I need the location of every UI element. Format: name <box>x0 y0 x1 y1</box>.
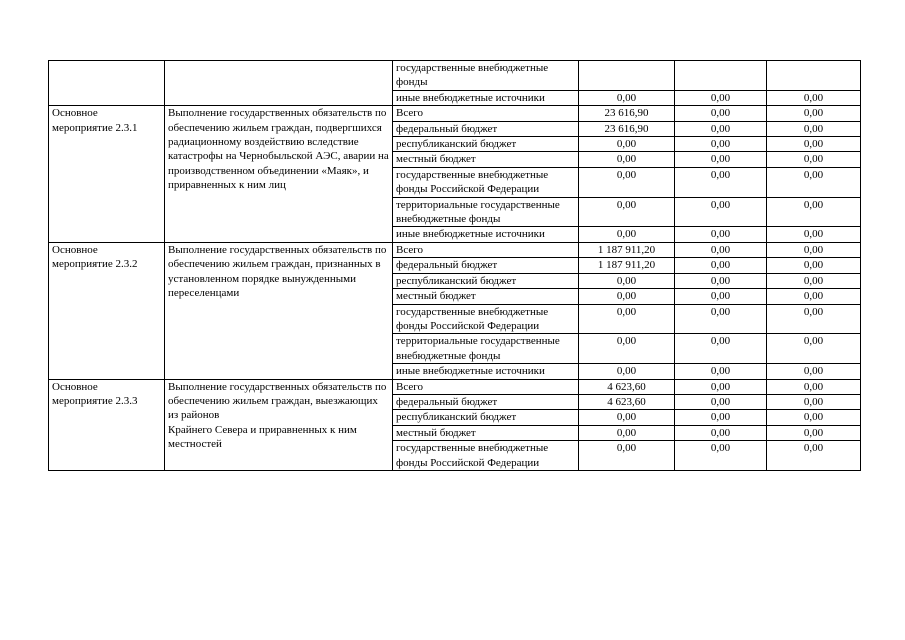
funding-source-cell: государственные внебюджетные фонды <box>393 61 579 91</box>
amount-cell-2: 0,00 <box>675 289 767 304</box>
measure-name-cell: Основное мероприятие 2.3.2 <box>49 242 165 379</box>
measure-name-cell: Основное мероприятие 2.3.1 <box>49 106 165 243</box>
amount-cell-3: 0,00 <box>767 394 861 409</box>
amount-cell-2: 0,00 <box>675 121 767 136</box>
amount-cell-1: 0,00 <box>579 273 675 288</box>
amount-cell-2: 0,00 <box>675 273 767 288</box>
amount-cell-1: 0,00 <box>579 167 675 197</box>
measure-description-cell: Выполнение государственных обязательств по обеспечению жильем граждан, выезжающих из районов Крайнего Севера и приравненных к ним местностей <box>165 379 393 470</box>
amount-cell-2: 0,00 <box>675 106 767 121</box>
amount-cell-1: 1 187 911,20 <box>579 242 675 257</box>
amount-cell-1: 4 623,60 <box>579 394 675 409</box>
amount-cell-1: 0,00 <box>579 197 675 227</box>
amount-cell-2: 0,00 <box>675 441 767 471</box>
amount-cell-3: 0,00 <box>767 289 861 304</box>
amount-cell-2: 0,00 <box>675 304 767 334</box>
amount-cell-1: 0,00 <box>579 334 675 364</box>
amount-cell-2: 0,00 <box>675 242 767 257</box>
funding-source-cell: федеральный бюджет <box>393 394 579 409</box>
amount-cell-3: 0,00 <box>767 304 861 334</box>
amount-cell-2: 0,00 <box>675 364 767 379</box>
measure-description-cell: Выполнение государственных обязательств по обеспечению жильем граждан, признанных в установленном порядке вынужденными переселенцами <box>165 242 393 379</box>
amount-cell-1: 0,00 <box>579 289 675 304</box>
amount-cell-3: 0,00 <box>767 364 861 379</box>
table-body <box>49 61 861 471</box>
amount-cell-1: 0,00 <box>579 364 675 379</box>
funding-source-cell: иные внебюджетные источники <box>393 227 579 242</box>
funding-source-cell: государственные внебюджетные фонды Российской Федерации <box>393 304 579 334</box>
amount-cell-1: 23 616,90 <box>579 106 675 121</box>
funding-source-cell: местный бюджет <box>393 425 579 440</box>
amount-cell-2: 0,00 <box>675 90 767 105</box>
amount-cell-2: 0,00 <box>675 394 767 409</box>
funding-source-cell: Всего <box>393 379 579 394</box>
measure-description-cell: Выполнение государственных обязательств по обеспечению жильем граждан, подвергшихся радиационному воздействию вследствие катастрофы на Чернобыльской АЭС, аварии на производственном объединении «Маяк», и приравненных к ним лиц <box>165 106 393 243</box>
measure-description-cell <box>165 61 393 106</box>
amount-cell-1: 4 623,60 <box>579 379 675 394</box>
amount-cell-3: 0,00 <box>767 197 861 227</box>
amount-cell-1: 0,00 <box>579 410 675 425</box>
funding-source-cell: местный бюджет <box>393 152 579 167</box>
amount-cell-3: 0,00 <box>767 137 861 152</box>
funding-source-cell: федеральный бюджет <box>393 258 579 273</box>
amount-cell-2: 0,00 <box>675 167 767 197</box>
amount-cell-1: 0,00 <box>579 304 675 334</box>
amount-cell-2: 0,00 <box>675 137 767 152</box>
amount-cell-2 <box>675 61 767 91</box>
amount-cell-3: 0,00 <box>767 152 861 167</box>
financing-table <box>48 60 861 471</box>
amount-cell-3: 0,00 <box>767 273 861 288</box>
amount-cell-3: 0,00 <box>767 441 861 471</box>
funding-source-cell: территориальные государственные внебюджетные фонды <box>393 197 579 227</box>
amount-cell-1: 0,00 <box>579 152 675 167</box>
amount-cell-2: 0,00 <box>675 425 767 440</box>
funding-source-cell: местный бюджет <box>393 289 579 304</box>
amount-cell-3: 0,00 <box>767 379 861 394</box>
amount-cell-3: 0,00 <box>767 242 861 257</box>
funding-source-cell: государственные внебюджетные фонды Российской Федерации <box>393 441 579 471</box>
funding-source-cell: государственные внебюджетные фонды Российской Федерации <box>393 167 579 197</box>
amount-cell-3: 0,00 <box>767 410 861 425</box>
amount-cell-1: 0,00 <box>579 137 675 152</box>
amount-cell-3: 0,00 <box>767 121 861 136</box>
amount-cell-1: 23 616,90 <box>579 121 675 136</box>
amount-cell-1: 0,00 <box>579 425 675 440</box>
table-row <box>49 379 861 394</box>
amount-cell-3 <box>767 61 861 91</box>
funding-source-cell: иные внебюджетные источники <box>393 364 579 379</box>
amount-cell-2: 0,00 <box>675 197 767 227</box>
amount-cell-2: 0,00 <box>675 379 767 394</box>
measure-name-cell: Основное мероприятие 2.3.3 <box>49 379 165 470</box>
funding-source-cell: Всего <box>393 242 579 257</box>
table-row <box>49 242 861 257</box>
amount-cell-3: 0,00 <box>767 227 861 242</box>
funding-source-cell: республиканский бюджет <box>393 410 579 425</box>
amount-cell-3: 0,00 <box>767 258 861 273</box>
amount-cell-1 <box>579 61 675 91</box>
measure-name-cell <box>49 61 165 106</box>
amount-cell-1: 0,00 <box>579 90 675 105</box>
amount-cell-3: 0,00 <box>767 90 861 105</box>
table-row <box>49 106 861 121</box>
funding-source-cell: Всего <box>393 106 579 121</box>
amount-cell-2: 0,00 <box>675 227 767 242</box>
amount-cell-1: 0,00 <box>579 227 675 242</box>
funding-source-cell: республиканский бюджет <box>393 137 579 152</box>
amount-cell-1: 0,00 <box>579 441 675 471</box>
table-row <box>49 61 861 91</box>
amount-cell-3: 0,00 <box>767 425 861 440</box>
funding-source-cell: республиканский бюджет <box>393 273 579 288</box>
amount-cell-2: 0,00 <box>675 410 767 425</box>
amount-cell-2: 0,00 <box>675 152 767 167</box>
funding-source-cell: территориальные государственные внебюджетные фонды <box>393 334 579 364</box>
funding-source-cell: иные внебюджетные источники <box>393 90 579 105</box>
amount-cell-3: 0,00 <box>767 167 861 197</box>
amount-cell-2: 0,00 <box>675 258 767 273</box>
amount-cell-3: 0,00 <box>767 106 861 121</box>
amount-cell-3: 0,00 <box>767 334 861 364</box>
amount-cell-1: 1 187 911,20 <box>579 258 675 273</box>
amount-cell-2: 0,00 <box>675 334 767 364</box>
funding-source-cell: федеральный бюджет <box>393 121 579 136</box>
